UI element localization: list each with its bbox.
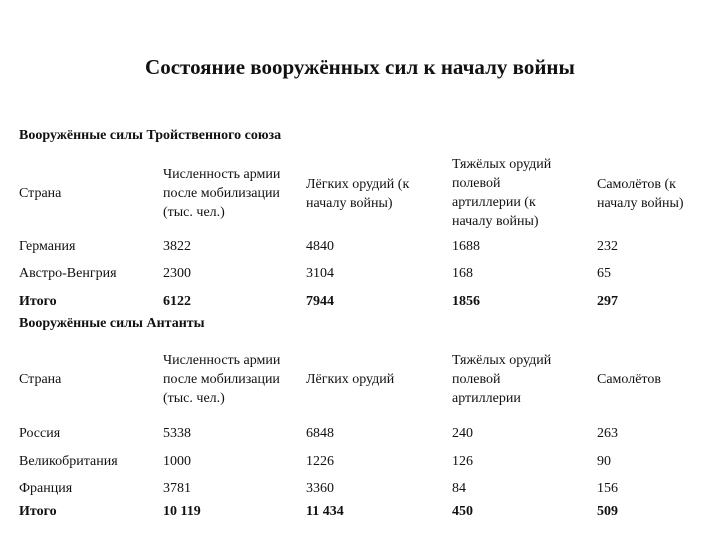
header-country: Страна — [19, 372, 62, 387]
header-planes: Самолётов — [597, 372, 661, 387]
section-heading-entente: Вооружённые силы Антанты — [19, 316, 205, 331]
total-label: Итого — [19, 504, 57, 519]
header-planes-line-1: Самолётов (к — [597, 177, 676, 192]
row-light-guns: 3360 — [306, 481, 334, 496]
header-army-line-2: после мобилизации — [163, 186, 280, 201]
total-heavy-guns: 1856 — [452, 294, 480, 309]
header-light-guns-line-1: Лёгких орудий (к — [306, 177, 410, 192]
row-planes: 156 — [597, 481, 618, 496]
row-planes: 90 — [597, 454, 611, 469]
total-planes: 509 — [597, 504, 618, 519]
row-heavy-guns: 1688 — [452, 239, 480, 254]
row-light-guns: 1226 — [306, 454, 334, 469]
header-army-line-3: (тыс. чел.) — [163, 205, 225, 220]
row-army: 3781 — [163, 481, 191, 496]
row-light-guns: 4840 — [306, 239, 334, 254]
total-light-guns: 7944 — [306, 294, 334, 309]
header-army-line-1: Численность армии — [163, 353, 281, 368]
total-army: 6122 — [163, 294, 191, 309]
row-country: Россия — [19, 426, 61, 441]
page-title: Состояние вооружённых сил к началу войны — [145, 55, 575, 79]
row-army: 1000 — [163, 454, 191, 469]
total-army: 10 119 — [163, 504, 201, 519]
row-army: 3822 — [163, 239, 191, 254]
row-light-guns: 6848 — [306, 426, 334, 441]
header-country: Страна — [19, 186, 62, 201]
row-planes: 232 — [597, 239, 618, 254]
row-planes: 65 — [597, 266, 611, 281]
header-heavy-guns-line-3: артиллерии (к — [452, 195, 536, 210]
section-heading-triple-alliance: Вооружённые силы Тройственного союза — [19, 128, 282, 143]
header-heavy-guns-line-1: Тяжёлых орудий — [452, 353, 552, 368]
row-country: Великобритания — [19, 454, 118, 469]
header-army-line-1: Численность армии — [163, 167, 281, 182]
total-label: Итого — [19, 294, 57, 309]
row-light-guns: 3104 — [306, 266, 334, 281]
row-country: Германия — [19, 239, 76, 254]
total-planes: 297 — [597, 294, 618, 309]
row-heavy-guns: 168 — [452, 266, 473, 281]
header-heavy-guns-line-2: полевой — [452, 176, 501, 191]
header-heavy-guns-line-3: артиллерии — [452, 391, 521, 406]
row-heavy-guns: 84 — [452, 481, 466, 496]
header-planes-line-2: началу войны) — [597, 196, 684, 211]
row-heavy-guns: 126 — [452, 454, 473, 469]
row-army: 5338 — [163, 426, 191, 441]
row-planes: 263 — [597, 426, 618, 441]
header-light-guns: Лёгких орудий — [306, 372, 395, 387]
row-country: Австро-Венгрия — [19, 266, 117, 281]
row-heavy-guns: 240 — [452, 426, 473, 441]
total-heavy-guns: 450 — [452, 504, 473, 519]
header-heavy-guns-line-4: началу войны) — [452, 214, 539, 229]
header-heavy-guns-line-1: Тяжёлых орудий — [452, 157, 552, 172]
row-army: 2300 — [163, 266, 191, 281]
header-army-line-3: (тыс. чел.) — [163, 391, 225, 406]
header-army-line-2: после мобилизации — [163, 372, 280, 387]
row-country: Франция — [19, 481, 73, 496]
header-light-guns-line-2: началу войны) — [306, 196, 393, 211]
total-light-guns: 11 434 — [306, 504, 344, 519]
header-heavy-guns-line-2: полевой — [452, 372, 501, 387]
